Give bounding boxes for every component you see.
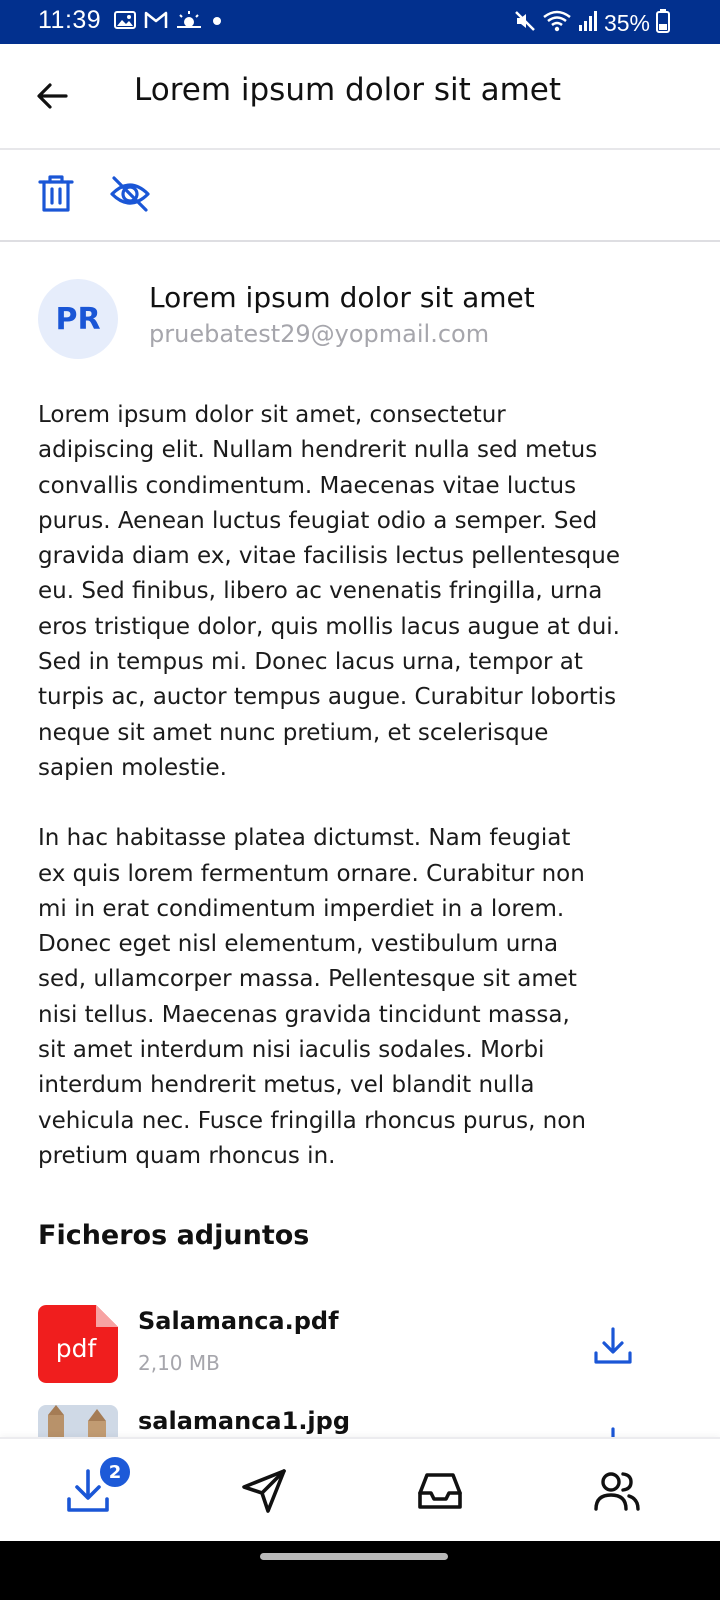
gmail-icon: [144, 10, 168, 34]
hide-button[interactable]: [108, 172, 152, 216]
download-icon: [592, 1325, 634, 1367]
body-paragraph: In hac habitasse platea dictumst. Nam feugiat ex quis lorem fermentum ornare. Curabitur non mi in erat condimentum imperdiet in a lorem. Donec eget nisl elementum, vestibulum urna sed, ullamcorper massa. Pellentesque sit amet nisi tellus. Maecenas gravida tincidunt massa, sit amet interdum nisi iaculis sodales. Morbi interdum hendrerit metus, vel blandit nulla vehicula nec. Fusce fringilla rhoncus purus, non pretium quam rhoncus in.: [38, 825, 586, 1169]
attachment-name: Salamanca.pdf: [138, 1307, 339, 1335]
attachment-size: 2,10 MB: [138, 1351, 220, 1375]
download-attachment-button[interactable]: [590, 1323, 636, 1369]
weather-icon: [176, 10, 202, 34]
status-bar: [0, 0, 720, 44]
nav-contacts[interactable]: [589, 1463, 645, 1519]
mute-icon: [514, 10, 536, 36]
pdf-file-icon: [38, 1305, 118, 1383]
page-title: Lorem ipsum dolor sit amet: [134, 72, 562, 108]
dot-icon: [210, 10, 224, 34]
delete-button[interactable]: [34, 172, 78, 216]
signal-icon: [578, 10, 598, 36]
status-time: 11:39: [38, 6, 102, 34]
message-toolbar: [0, 150, 720, 242]
inbox-icon: [416, 1467, 464, 1515]
home-gesture-handle[interactable]: [260, 1553, 448, 1560]
attachment-name: salamanca1.jpg: [138, 1407, 351, 1435]
pdf-thumb-label: pdf: [55, 1334, 97, 1363]
nav-send[interactable]: [236, 1463, 292, 1519]
app-bar: [0, 44, 720, 150]
contacts-icon: [593, 1467, 641, 1515]
avatar: [38, 279, 118, 359]
trash-icon: [38, 174, 74, 214]
system-navigation-bar: [0, 1541, 720, 1600]
battery-percentage: 35%: [603, 9, 650, 36]
status-left-icons: [114, 10, 224, 34]
image-icon: [114, 10, 136, 34]
notification-badge: 2: [98, 1455, 132, 1489]
eye-off-icon: [109, 174, 151, 214]
sender-name: Lorem ipsum dolor sit amet: [149, 281, 535, 314]
back-button[interactable]: [30, 74, 74, 118]
status-right-icons: [514, 9, 670, 37]
attachment-item[interactable]: [0, 1305, 720, 1405]
body-paragraph: Lorem ipsum dolor sit amet, consectetur adipiscing elit. Nullam hendrerit nulla sed metus convallis condimentum. Maecenas vitae luctus purus. Aenean luctus feugiat odio a semper. Sed gravida diam ex, vitae facilisis lectus pellentesque eu. Sed finibus, libero ac venenatis fringilla, urna eros tristique dolor, quis mollis lacus augue at dui. Sed in tempus mi. Donec lacus urna, tempor at turpis ac, auctor tempus augue. Curabitur lobortis neque sit amet nunc pretium, et scelerisque sapien molestie.: [38, 402, 620, 781]
sender-email: pruebatest29@yopmail.com: [149, 320, 490, 348]
attachments-heading: Ficheros adjuntos: [38, 1220, 310, 1251]
bottom-navigation: [0, 1437, 720, 1543]
arrow-left-icon: [36, 82, 68, 110]
battery-icon: [656, 9, 670, 37]
avatar-initials: PR: [55, 301, 101, 337]
send-icon: [240, 1467, 288, 1515]
message-body: [38, 398, 670, 1209]
nav-inbox[interactable]: [412, 1463, 468, 1519]
wifi-icon: [542, 10, 572, 36]
